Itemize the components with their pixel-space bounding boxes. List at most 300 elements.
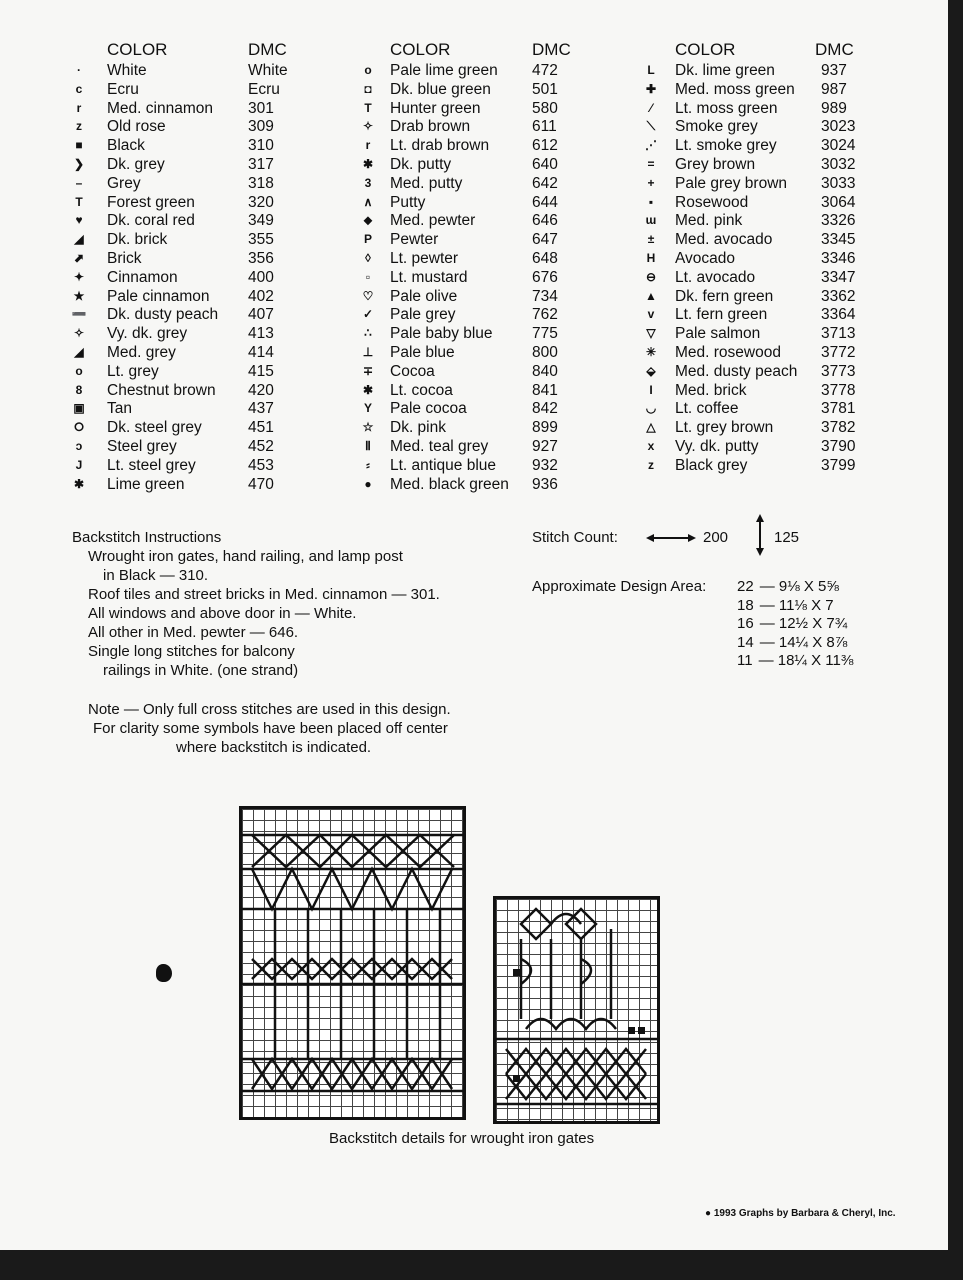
color-name: Lime green (107, 475, 185, 493)
stitch-symbol-icon: ◢ (74, 345, 84, 359)
stitch-symbol-icon: r (365, 138, 371, 153)
color-name: Lt. avocado (675, 268, 756, 286)
stitch-symbol-icon: v (647, 307, 655, 322)
stitch-symbol-icon: ⊥ (362, 345, 374, 359)
dmc-number: 3778 (821, 381, 856, 399)
dmc-number: 470 (248, 475, 274, 493)
color-key-row (70, 269, 300, 288)
dmc-number: 936 (532, 475, 558, 493)
color-key-row (642, 344, 872, 363)
gate-chart-caption: Backstitch details for wrought iron gates (329, 1130, 595, 1147)
color-key-row (359, 344, 589, 363)
backstitch-line: All other in Med. pewter — 646. (88, 624, 299, 641)
color-key-row (359, 400, 589, 419)
design-note (88, 700, 451, 757)
color-key-row (642, 137, 872, 156)
design-size: — 9⅛ X 5⅝ (759, 578, 839, 595)
stitch-symbol-icon: ✧ (73, 326, 85, 341)
color-name: Med. teal grey (390, 438, 489, 455)
stitch-symbol-icon: ⬙ (646, 363, 656, 378)
color-key-row (642, 288, 872, 307)
color-name: Lt. steel grey (107, 456, 196, 474)
dmc-number: 310 (248, 137, 274, 155)
stitch-symbol-icon: z (76, 119, 82, 134)
color-name: Dk. coral red (107, 212, 195, 230)
design-size: — 14¼ X 8⅞ (759, 633, 848, 651)
stitch-symbol-icon: ▫ (365, 269, 371, 284)
color-name: Lt. smoke grey (675, 137, 777, 155)
color-key-row (642, 306, 872, 325)
dmc-number: 400 (248, 268, 274, 286)
color-name: Lt. antique blue (390, 456, 497, 474)
backstitch-line: railings in White. (one strand) (103, 662, 299, 679)
dmc-number: 646 (532, 212, 558, 230)
color-name: Cinnamon (107, 268, 178, 286)
color-key-row (642, 457, 872, 476)
color-name: Dk. lime green (675, 62, 775, 79)
color-name: White (107, 62, 147, 79)
backstitch-title: Backstitch Instructions (72, 529, 222, 546)
color-name: Grey (107, 174, 141, 192)
color-key-row (359, 175, 589, 194)
color-name: Hunter green (390, 99, 481, 117)
color-name: Chestnut brown (107, 381, 216, 399)
dmc-number: 356 (248, 250, 274, 267)
color-key-row (642, 382, 872, 401)
design-area (532, 578, 854, 669)
dmc-number: 3790 (821, 438, 856, 455)
dmc-number: 318 (248, 174, 274, 192)
stitch-symbol-icon: ♡ (362, 288, 374, 303)
dmc-number: 320 (248, 193, 274, 211)
dmc-number: 437 (248, 400, 274, 418)
stitch-symbol-icon: ⸗ (366, 457, 370, 472)
color-name: Black grey (675, 456, 748, 474)
color-name: Rosewood (675, 193, 749, 211)
color-key-row (70, 457, 300, 476)
color-key-row (70, 212, 300, 231)
stitch-symbol-icon: r (76, 100, 82, 115)
dmc-number: 309 (248, 118, 274, 136)
stitch-symbol-icon: P (363, 232, 372, 247)
design-size: — 11⅛ X 7 (759, 596, 834, 614)
color-name: Pale cinnamon (107, 287, 210, 305)
color-key-row (642, 400, 872, 419)
color-name: Grey brown (675, 156, 756, 173)
dmc-number: 3772 (821, 344, 856, 361)
color-key-row (642, 118, 872, 137)
vertical-arrow-icon (754, 514, 766, 556)
dmc-number: 648 (532, 250, 558, 267)
color-name: Med. pewter (390, 212, 476, 230)
color-key-row (642, 269, 872, 288)
dmc-number: Ecru (248, 80, 280, 98)
color-name: Dk. putty (390, 156, 452, 173)
stitch-symbol-icon: ⋰ (645, 138, 657, 153)
color-key-row (70, 306, 300, 325)
stitch-symbol-icon: + (647, 175, 655, 190)
color-name: Smoke grey (675, 118, 758, 136)
gate-backstitch-chart-right (493, 896, 660, 1124)
design-area-row (737, 597, 853, 616)
stitch-symbol-icon: ⭘ (74, 420, 84, 435)
dmc-number: 3782 (821, 419, 856, 437)
color-name: Pale lime green (390, 62, 498, 79)
color-name: Pale olive (390, 287, 458, 305)
color-key-row (642, 212, 872, 231)
color-name: Lt. drab brown (390, 137, 490, 155)
color-name: Lt. pewter (390, 250, 459, 267)
stitch-symbol-icon: H (646, 251, 656, 265)
stitch-symbol-icon: x (647, 439, 655, 453)
stitch-symbol-icon: ɯ (645, 213, 657, 228)
color-name: Cocoa (390, 362, 435, 380)
color-key-row (642, 175, 872, 194)
color-name: Lt. cocoa (390, 381, 453, 399)
stitch-symbol-icon: ∓ (362, 363, 374, 378)
dmc-number: 3347 (821, 268, 856, 286)
horizontal-arrow-icon (646, 532, 696, 544)
backstitch-instructions (72, 528, 440, 680)
stitch-symbol-icon: ✓ (362, 307, 374, 322)
stitch-symbol-icon: ▽ (646, 326, 656, 341)
dmc-number: 402 (248, 287, 274, 305)
color-name: Pale baby blue (390, 325, 493, 343)
color-key-row (642, 250, 872, 269)
stitch-symbol-icon: o (364, 63, 372, 77)
color-key-row (70, 62, 300, 81)
color-key-row (359, 194, 589, 213)
stitch-count-height: 125 (774, 529, 800, 546)
dmc-header: DMC (815, 40, 854, 59)
color-key-row (70, 137, 300, 156)
dmc-number: 734 (532, 287, 558, 305)
backstitch-line: All windows and above door in — White. (88, 605, 357, 622)
color-key-row (359, 212, 589, 231)
page-edge-bottom (0, 1250, 963, 1280)
dmc-number: 301 (248, 99, 274, 117)
color-key-row (359, 250, 589, 269)
color-name: Pale grey brown (675, 174, 788, 192)
color-key-row (642, 62, 872, 81)
color-key-row (359, 382, 589, 401)
color-key-row (70, 344, 300, 363)
color-key-row (359, 137, 589, 156)
stitch-symbol-icon: ♥ (75, 213, 83, 228)
stitch-symbol-icon: △ (646, 420, 656, 435)
stitch-symbol-icon: ▣ (73, 401, 85, 416)
color-name: Avocado (675, 250, 736, 267)
color-key-row (70, 288, 300, 307)
color-name: Brick (107, 250, 142, 267)
note-line: Note — Only full cross stitches are used in this design. (88, 701, 451, 718)
color-key-row (359, 62, 589, 81)
ink-blot-icon (156, 964, 172, 982)
color-key-row (359, 457, 589, 476)
color-key-row (70, 81, 300, 100)
dmc-number: 453 (248, 456, 274, 474)
color-name: Black (107, 137, 145, 155)
dmc-number: 840 (532, 362, 558, 380)
fabric-count: 18 (737, 596, 754, 614)
color-name: Pewter (390, 231, 439, 249)
color-key-row (359, 306, 589, 325)
dmc-number: 3326 (821, 212, 856, 230)
color-name: Dk. fern green (675, 287, 774, 305)
dmc-number: 415 (248, 362, 274, 380)
dmc-number: 3346 (821, 250, 856, 267)
stitch-symbol-icon: ✱ (362, 382, 374, 397)
color-name: Dk. steel grey (107, 419, 202, 437)
color-key-row (70, 382, 300, 401)
color-key-row (642, 325, 872, 344)
stitch-symbol-icon: = (647, 157, 655, 171)
stitch-symbol-icon: z (648, 457, 654, 472)
stitch-symbol-icon: ⁄ (649, 100, 652, 115)
dmc-number: 899 (532, 419, 558, 437)
color-name: Lt. coffee (675, 400, 739, 418)
stitch-symbol-icon: 3 (364, 175, 372, 190)
dmc-number: 580 (532, 99, 558, 117)
stitch-symbol-icon: – (75, 175, 83, 190)
color-key-row (359, 476, 589, 495)
dmc-number: 3773 (821, 362, 856, 380)
color-key-row (70, 231, 300, 250)
color-header: COLOR (390, 40, 451, 59)
color-key-row (642, 100, 872, 119)
color-key-row (642, 81, 872, 100)
dmc-number: 3023 (821, 118, 856, 136)
stitch-symbol-icon: ◘ (364, 81, 372, 96)
stitch-symbol-icon: ⬈ (73, 251, 85, 265)
dmc-number: 987 (821, 80, 847, 98)
stitch-symbol-icon: ✚ (645, 81, 657, 96)
stitch-symbol-icon: ☆ (362, 420, 374, 435)
color-name: Med. pink (675, 212, 743, 230)
color-name: Med. putty (390, 174, 463, 192)
stitch-symbol-icon: ✧ (362, 119, 374, 134)
color-name: Forest green (107, 193, 195, 211)
color-key-row (70, 438, 300, 457)
color-key-row (642, 363, 872, 382)
fabric-count: 22 (737, 578, 754, 595)
color-name: Pale grey (390, 306, 456, 324)
color-name: Lt. fern green (675, 306, 768, 324)
dmc-number: 3033 (821, 174, 856, 192)
color-name: Putty (390, 193, 426, 211)
color-key-row (70, 156, 300, 175)
dmc-number: 644 (532, 193, 558, 211)
dmc-number: 775 (532, 325, 558, 343)
color-key-row (70, 363, 300, 382)
stitch-count (532, 528, 800, 547)
color-name: Dk. blue green (390, 80, 491, 98)
stitch-symbol-icon: ⊖ (645, 269, 657, 284)
color-key-row (359, 288, 589, 307)
dmc-number: 472 (532, 62, 558, 79)
stitch-symbol-icon: ■ (75, 138, 83, 153)
color-name: Pale cocoa (390, 400, 467, 418)
fabric-count: 14 (737, 633, 754, 651)
dmc-number: 762 (532, 306, 558, 324)
stitch-symbol-icon: ◊ (365, 251, 371, 265)
stitch-symbol-icon: · (77, 63, 81, 77)
stitch-symbol-icon: 8 (75, 382, 83, 397)
color-key-row (359, 363, 589, 382)
color-name: Drab brown (390, 118, 471, 136)
color-name: Med. moss green (675, 80, 795, 98)
color-key-row (359, 81, 589, 100)
stitch-symbol-icon: ✱ (73, 476, 85, 491)
color-name: Ecru (107, 80, 139, 98)
dmc-number: 3799 (821, 456, 856, 474)
stitch-symbol-icon: ⬥ (363, 213, 373, 228)
color-name: Med. grey (107, 344, 176, 361)
dmc-number: 611 (532, 118, 557, 136)
dmc-number: 407 (248, 306, 274, 324)
dmc-number: 842 (532, 400, 558, 418)
stitch-symbol-icon: ✦ (73, 269, 85, 284)
design-area-row (737, 578, 853, 597)
stitch-symbol-icon: ● (364, 476, 372, 491)
stitch-symbol-icon: J (75, 457, 83, 472)
stitch-symbol-icon: ✳ (645, 345, 657, 359)
color-key-row (642, 419, 872, 438)
stitch-symbol-icon: o (75, 363, 83, 378)
color-name: Med. brick (675, 381, 747, 399)
design-area-row (737, 615, 853, 634)
stitch-symbol-icon: ✱ (362, 157, 374, 171)
color-key-row (359, 231, 589, 250)
stitch-symbol-icon: ❯ (73, 157, 85, 171)
fabric-count: 16 (737, 615, 754, 632)
design-size: — 18¼ X 11⅜ (758, 652, 854, 669)
dmc-number: 3364 (821, 306, 856, 324)
dmc-number: 3345 (821, 231, 856, 249)
color-name: Pale salmon (675, 325, 761, 343)
color-key-row (359, 269, 589, 288)
dmc-number: 640 (532, 156, 558, 173)
dmc-number: 355 (248, 231, 274, 249)
dmc-number: 3713 (821, 325, 856, 343)
dmc-number: 927 (532, 438, 558, 455)
color-key-row (359, 100, 589, 119)
stitch-symbol-icon: Ⅱ (365, 439, 371, 453)
color-key-row (359, 118, 589, 137)
color-name: Steel grey (107, 438, 177, 455)
stitch-symbol-icon: ➖ (71, 307, 87, 322)
dmc-number: 937 (821, 62, 847, 79)
color-name: Tan (107, 400, 132, 418)
color-key-row (359, 156, 589, 175)
stitch-symbol-icon: ∧ (363, 194, 373, 209)
dmc-number: 841 (532, 381, 558, 399)
color-key-row (70, 175, 300, 194)
stitch-symbol-icon: ▪ (648, 194, 654, 209)
dmc-number: 3032 (821, 156, 856, 173)
color-key-row (70, 118, 300, 137)
design-area-row (737, 634, 853, 653)
color-key-row (70, 100, 300, 119)
color-name: Med. black green (390, 475, 509, 493)
stitch-symbol-icon: T (364, 100, 372, 115)
backstitch-line: Roof tiles and street bricks in Med. cinnamon — 301. (88, 586, 440, 603)
color-key-row (642, 231, 872, 250)
dmc-number: 349 (248, 212, 274, 230)
stitch-symbol-icon: ⟍ (646, 119, 656, 134)
dmc-number: 3362 (821, 287, 856, 305)
color-name: Lt. grey (107, 362, 159, 380)
stitch-count-width: 200 (703, 529, 729, 546)
dmc-number: 989 (821, 99, 847, 117)
color-name: Pale blue (390, 344, 455, 361)
color-key-row (642, 194, 872, 213)
backstitch-line: Single long stitches for balcony (88, 643, 295, 660)
stitch-symbol-icon: ★ (73, 288, 85, 303)
dmc-header: DMC (532, 40, 571, 59)
dmc-number: 413 (248, 325, 274, 343)
color-key-row (642, 438, 872, 457)
color-name: Vy. dk. putty (675, 438, 759, 455)
color-key-row (70, 476, 300, 495)
backstitch-line: Wrought iron gates, hand railing, and lamp post (88, 548, 403, 565)
note-line: where backstitch is indicated. (176, 739, 372, 756)
color-key-row (70, 325, 300, 344)
stitch-count-label: Stitch Count: (532, 529, 618, 546)
color-name: Med. avocado (675, 231, 773, 249)
color-name: Dk. brick (107, 231, 168, 249)
color-name: Old rose (107, 118, 166, 136)
color-key-row (70, 419, 300, 438)
color-key-row (642, 156, 872, 175)
dmc-number: 451 (248, 419, 274, 437)
dmc-number: 414 (248, 344, 274, 361)
color-name: Lt. moss green (675, 99, 778, 117)
stitch-symbol-icon: Y (363, 401, 372, 416)
color-name: Dk. pink (390, 419, 446, 437)
color-name: Dk. dusty peach (107, 306, 219, 324)
dmc-number: 3064 (821, 193, 856, 211)
dmc-number: White (248, 62, 288, 79)
color-key-row (359, 438, 589, 457)
design-size: — 12½ X 7¾ (759, 615, 848, 632)
design-area-label: Approximate Design Area: (532, 578, 707, 595)
color-name: Med. dusty peach (675, 362, 798, 380)
color-header: COLOR (107, 40, 168, 59)
color-name: Med. cinnamon (107, 99, 213, 117)
dmc-number: 647 (532, 231, 558, 249)
color-key-row (359, 419, 589, 438)
gate-backstitch-chart-left (239, 806, 466, 1120)
dmc-number: 317 (248, 156, 274, 173)
dmc-number: 3781 (821, 400, 856, 418)
color-name: Vy. dk. grey (107, 325, 188, 343)
color-header: COLOR (675, 40, 736, 59)
dmc-number: 642 (532, 174, 558, 192)
color-key-row (70, 400, 300, 419)
color-name: Lt. mustard (390, 268, 468, 286)
dmc-header: DMC (248, 40, 287, 59)
color-name: Dk. grey (107, 156, 165, 173)
stitch-symbol-icon: ɔ (75, 439, 83, 453)
dmc-number: 800 (532, 344, 558, 361)
design-area-row (737, 652, 853, 671)
stitch-symbol-icon: L (647, 63, 655, 77)
backstitch-line: in Black — 310. (103, 567, 209, 584)
color-key-row (70, 250, 300, 269)
stitch-symbol-icon: ∴ (364, 326, 372, 341)
stitch-symbol-icon: c (75, 81, 83, 96)
